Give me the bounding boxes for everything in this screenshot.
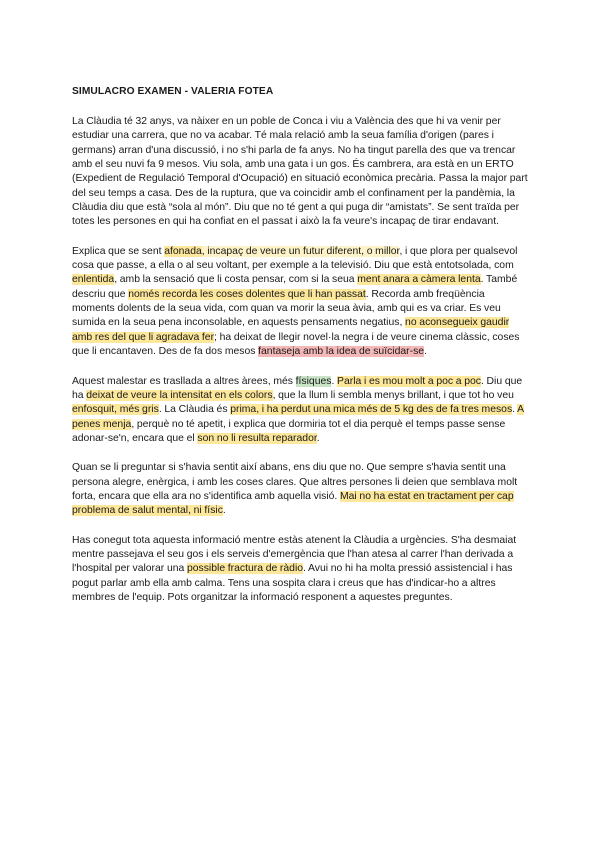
highlighted-text: enfosquit, més gris — [72, 404, 159, 416]
paragraph-text: . — [316, 432, 320, 444]
highlighted-text: son no li resulta reparador — [197, 432, 317, 444]
highlighted-text: prima, i ha perdut una mica més de 5 kg des de fa tres mesos — [230, 404, 513, 416]
paragraph-text: . — [424, 346, 427, 358]
paragraph-text: Has conegut tota aquesta informació mentre estàs atenent la Clàudia a urgències. S'ha desmaiat mentre passejava el seu gos i els serveis d'emergència que l'han atesa al carrer l'han derivada a l'hospital per valorar una — [72, 534, 517, 575]
highlighted-text: físiques — [295, 375, 332, 387]
highlighted-text: Parla i es mou molt a poc a poc — [337, 375, 481, 387]
paragraph-text: , que la llum li sembla menys brillant, i que tot ho veu — [272, 389, 514, 401]
paragraph-text: , amb la sensació que li costa pensar, com si la seua — [114, 274, 358, 286]
highlighted-text: Mai no ha estat en tractament per cap problema de salut mental, ni físic — [72, 490, 514, 517]
highlighted-text: fantaseja amb la idea de suïcidar-se — [258, 346, 425, 358]
paragraph-5 — [72, 534, 528, 606]
paragraph-text: Explica que se sent — [72, 245, 165, 257]
highlighted-text: no aconsegueix gaudir amb res del que li agradava fer — [72, 317, 510, 343]
highlighted-text: possible fractura de ràdio — [186, 563, 304, 575]
paragraph-2 — [72, 245, 528, 360]
highlighted-text: A penes menja — [72, 404, 525, 430]
paragraph-text: . També descriu que — [72, 274, 518, 300]
paragraph-text: . Recorda amb freqüència moments dolents de la seua vida, com quan va morir la seua àvia, amb qui es va criar. Es veu sumida en la seua pena inconsolable, en aquests pensaments negatius, — [72, 288, 501, 329]
paragraph-text: . Avui no hi ha molta pressió assistencial i has pogut parlar amb ella amb calma. Tens una sospita clara i creus que has d'indicar-ho a altres membres de l'equip. Pots organitzar la informació responent a aquestes preguntes. — [72, 563, 513, 603]
paragraph-text: . — [222, 505, 226, 517]
document-title: SIMULACRO EXAMEN - VALERIA FOTEA — [72, 86, 274, 97]
paragraph-text: Quan se li preguntar si s'havia sentit així abans, ens diu que no. Que sempre s'havia sentit una persona alegre, enèrgica, i amb les coses clares. Que altres persones li deien que semblava molt forta, encara que ella ara no s'identifica amb aquella visió. — [72, 462, 518, 502]
paragraph-text: La Clàudia té 32 anys, va nàixer en un poble de Conca i viu a València des que hi va venir per estudiar una carrera, que no va acabar. Té mala relació amb la seua família d'origen (pares i germans) arran d'una discussió, i no s'hi parla de fa anys. No ha tingut parella des que va trencar amb el seu nuvi fa 9 mesos. Viu sola, amb una gata i un gos. És cambrera, ara està en un ERTO (Expedient de Regulació Temporal d'Ocupació) en situació econòmica precària. Passa la major part del seu temps a casa. Des de la ruptura, que va coincidir amb el confinament per la pandèmia, la Clàudia diu que està “sola al món”. Diu que no té gent a qui puga dir “amistats”. Se sent traïda per totes les persones en qui ha confiat en el passat i això la fa veure's incapaç de tirar endavant. — [72, 116, 528, 228]
paragraph-text: Aquest malestar es trasllada a altres àrees, més — [72, 375, 296, 387]
paragraph-4 — [72, 461, 528, 518]
paragraph-text: ; ha deixat de llegir novel·la negra i de veure cinema clàssic, coses que li encantaven. Des de fa dos mesos — [72, 331, 520, 358]
paragraph-text: . — [512, 404, 518, 416]
paragraph-text: . Diu que ha — [72, 375, 523, 401]
paragraph-text: . La Clàudia és — [158, 404, 231, 416]
highlighted-text: enlentida — [72, 274, 115, 286]
highlighted-text: , incapaç de veure un futur diferent, o millor — [201, 245, 400, 257]
highlighted-text: ment anara a càmera lenta — [357, 274, 481, 286]
paragraph-text: , i que plora per qualsevol cosa que passe, a ella o al seu voltant, per exemple a la televisió. Diu que està entotsolada, com — [72, 245, 518, 272]
paragraph-text: . — [331, 375, 338, 387]
document-body — [72, 115, 528, 605]
paragraph-1 — [72, 115, 528, 230]
highlighted-text: afonada — [164, 245, 202, 257]
highlighted-text: només recorda les coses dolentes que li han passat — [128, 288, 366, 300]
paragraph-text: , perquè no té apetit, i explica que dormiria tot el dia perquè el temps passe sense adonar-se'n, encara que el — [72, 418, 506, 444]
paragraph-3 — [72, 375, 528, 447]
highlighted-text: deixat de veure la intensitat en els colors — [86, 389, 273, 401]
